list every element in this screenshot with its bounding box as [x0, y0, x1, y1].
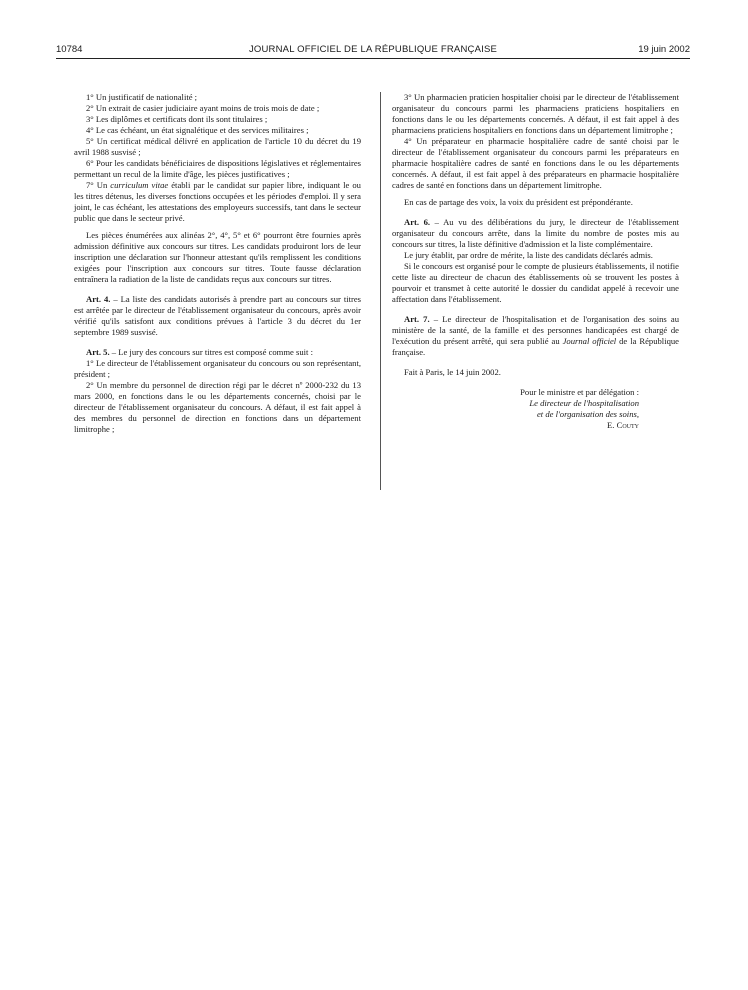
list-item: 3° Les diplômes et certificats dont ils sont titulaires ;	[86, 114, 268, 124]
list-item: 5° Un certificat médical délivré en application de l'article 10 du décret du 19 avril 1988 susvisé ;	[74, 136, 361, 157]
item7-rest: établi par le candidat sur papier libre, indiquant le ou les titres détenus, les diverses fonctions occupées et les périodes d'emploi. Il y sera joint, le cas échéant, les attestations des employeurs successifs, tant dans le secteur public que dans le secteur privé.	[74, 180, 361, 223]
list-item: 2° Un membre du personnel de direction régi par le décret nº 2000-232 du 13 mars 2000, en fonctions dans le ou les départements concernés, choisi par le directeur de l'établissement organisateur du concours. A défaut, il est fait appel à des membres du personnel de direction en fonctions dans un département limitrophe ;	[74, 380, 361, 434]
page-header	[56, 44, 690, 58]
list-item: 4° Le cas échéant, un état signalétique et des services militaires ;	[86, 125, 309, 135]
item7-italic: curriculum vitae	[110, 180, 169, 190]
list-item: 2° Un extrait de casier judiciaire ayant moins de trois mois de date ;	[86, 103, 320, 113]
list-item: 6° Pour les candidats bénéficiaires de dispositions législatives et réglementaires permettant un recul de la limite d'âge, les pièces justificatives ;	[74, 158, 361, 179]
signatory-name-text: E. Couty	[607, 420, 639, 430]
right-column	[392, 92, 679, 431]
article-6-paragraph-3: Si le concours est organisé pour le compte de plusieurs établissements, il notifie cette liste au directeur de chacun des établissements où se trouvent les postes à pourvoir et transmet à cette autorité le dossier du candidat appelé à recevoir une affectation dans l'établissement.	[392, 261, 679, 304]
article-5-label: Art. 5.	[86, 347, 110, 357]
article-6-paragraph-2: Le jury établit, par ordre de mérite, la liste des candidats déclarés admis.	[404, 250, 653, 260]
article-6	[392, 217, 679, 250]
article-5	[74, 347, 361, 358]
left-column	[74, 92, 361, 435]
signatory-name	[392, 420, 679, 431]
article-7-text: – Le directeur de l'hospitalisation et de l'organisation des soins au ministère de la santé, de la famille et des personnes handicapées est chargé de l'exécution du présent arrêté, qui sera publié au	[392, 314, 679, 346]
list-item: 4° Un préparateur en pharmacie hospitalière cadre de santé choisi par le directeur de l'établissement organisateur du concours parmi les préparateurs en pharmacie hospitalière cadres de santé en fonctions dans le ou les départements concernés. A défaut, il est fait appel à des préparateurs en pharmacie hospitalière cadres de santé en fonctions dans un département limitrophe.	[392, 136, 679, 190]
partage-paragraph: En cas de partage des voix, la voix du président est prépondérante.	[404, 197, 633, 207]
journal-title: JOURNAL OFFICIEL DE LA RÉPUBLIQUE FRANÇAISE	[248, 44, 498, 55]
list-item: 1° Le directeur de l'établissement organisateur du concours ou son représentant, président ;	[74, 358, 361, 379]
pieces-paragraph: Les pièces énumérées aux alinéas 2°, 4°, 5° et 6° pourront être fournies après admission définitive aux concours sur titres. Les candidats produiront lors de leur inscription une déclaration sur l'honneur attestant qu'ils remplissent les conditions exigées pour l'inscription aux concours sur titres. Toute fausse déclaration entraînera la radiation de la liste de candidats reçus aux concours sur titres.	[74, 230, 361, 284]
signatory-title-2: et de l'organisation des soins,	[536, 409, 639, 419]
signature-line-3	[392, 409, 679, 420]
article-7	[392, 314, 679, 358]
signing-place-date: Fait à Paris, le 14 juin 2002.	[404, 367, 501, 377]
article-7-end: de la République française.	[392, 336, 679, 357]
article-4	[74, 294, 361, 338]
signature-line-2	[392, 398, 679, 409]
page-number: 10784	[56, 44, 83, 55]
list-item-7	[74, 180, 361, 224]
list-item: 3° Un pharmacien praticien hospitalier choisi par le directeur de l'établissement organisateur du concours parmi les pharmaciens praticiens hospitaliers en fonctions dans le ou les départements concernés. A défaut, il est fait appel à des pharmaciens praticiens hospitaliers en fonctions dans un département limitrophe ;	[392, 92, 679, 135]
signature-line-1: Pour le ministre et par délégation :	[520, 387, 639, 397]
article-6-label: Art. 6.	[404, 217, 431, 227]
article-4-label: Art. 4.	[86, 294, 111, 304]
article-5-text: – Le jury des concours sur titres est composé comme suit :	[109, 347, 313, 357]
column-divider	[380, 92, 381, 490]
item7-prefix: 7° Un	[86, 180, 111, 190]
article-4-text: – La liste des candidats autorisés à prendre part au concours sur titres est arrêtée par le directeur de l'établissement organisateur du concours, après avoir vérifié qu'ils satisfont aux conditions prévues à l'article 3 du décret du 1er septembre 1989 susvisé.	[74, 294, 362, 337]
article-6-text: – Au vu des délibérations du jury, le directeur de l'établissement organisateur du concours arrête, dans la limite du nombre de postes mis au concours sur titres, la liste définitive d'admission et la liste complémentaire.	[392, 217, 680, 249]
list-item: 1° Un justificatif de nationalité ;	[86, 92, 198, 102]
signatory-title-1: Le directeur de l'hospitalisation	[529, 398, 639, 408]
header-rule	[56, 58, 690, 59]
issue-date: 19 juin 2002	[638, 44, 690, 55]
article-7-label: Art. 7.	[404, 314, 430, 324]
journal-officiel-italic: Journal officiel	[562, 336, 617, 346]
